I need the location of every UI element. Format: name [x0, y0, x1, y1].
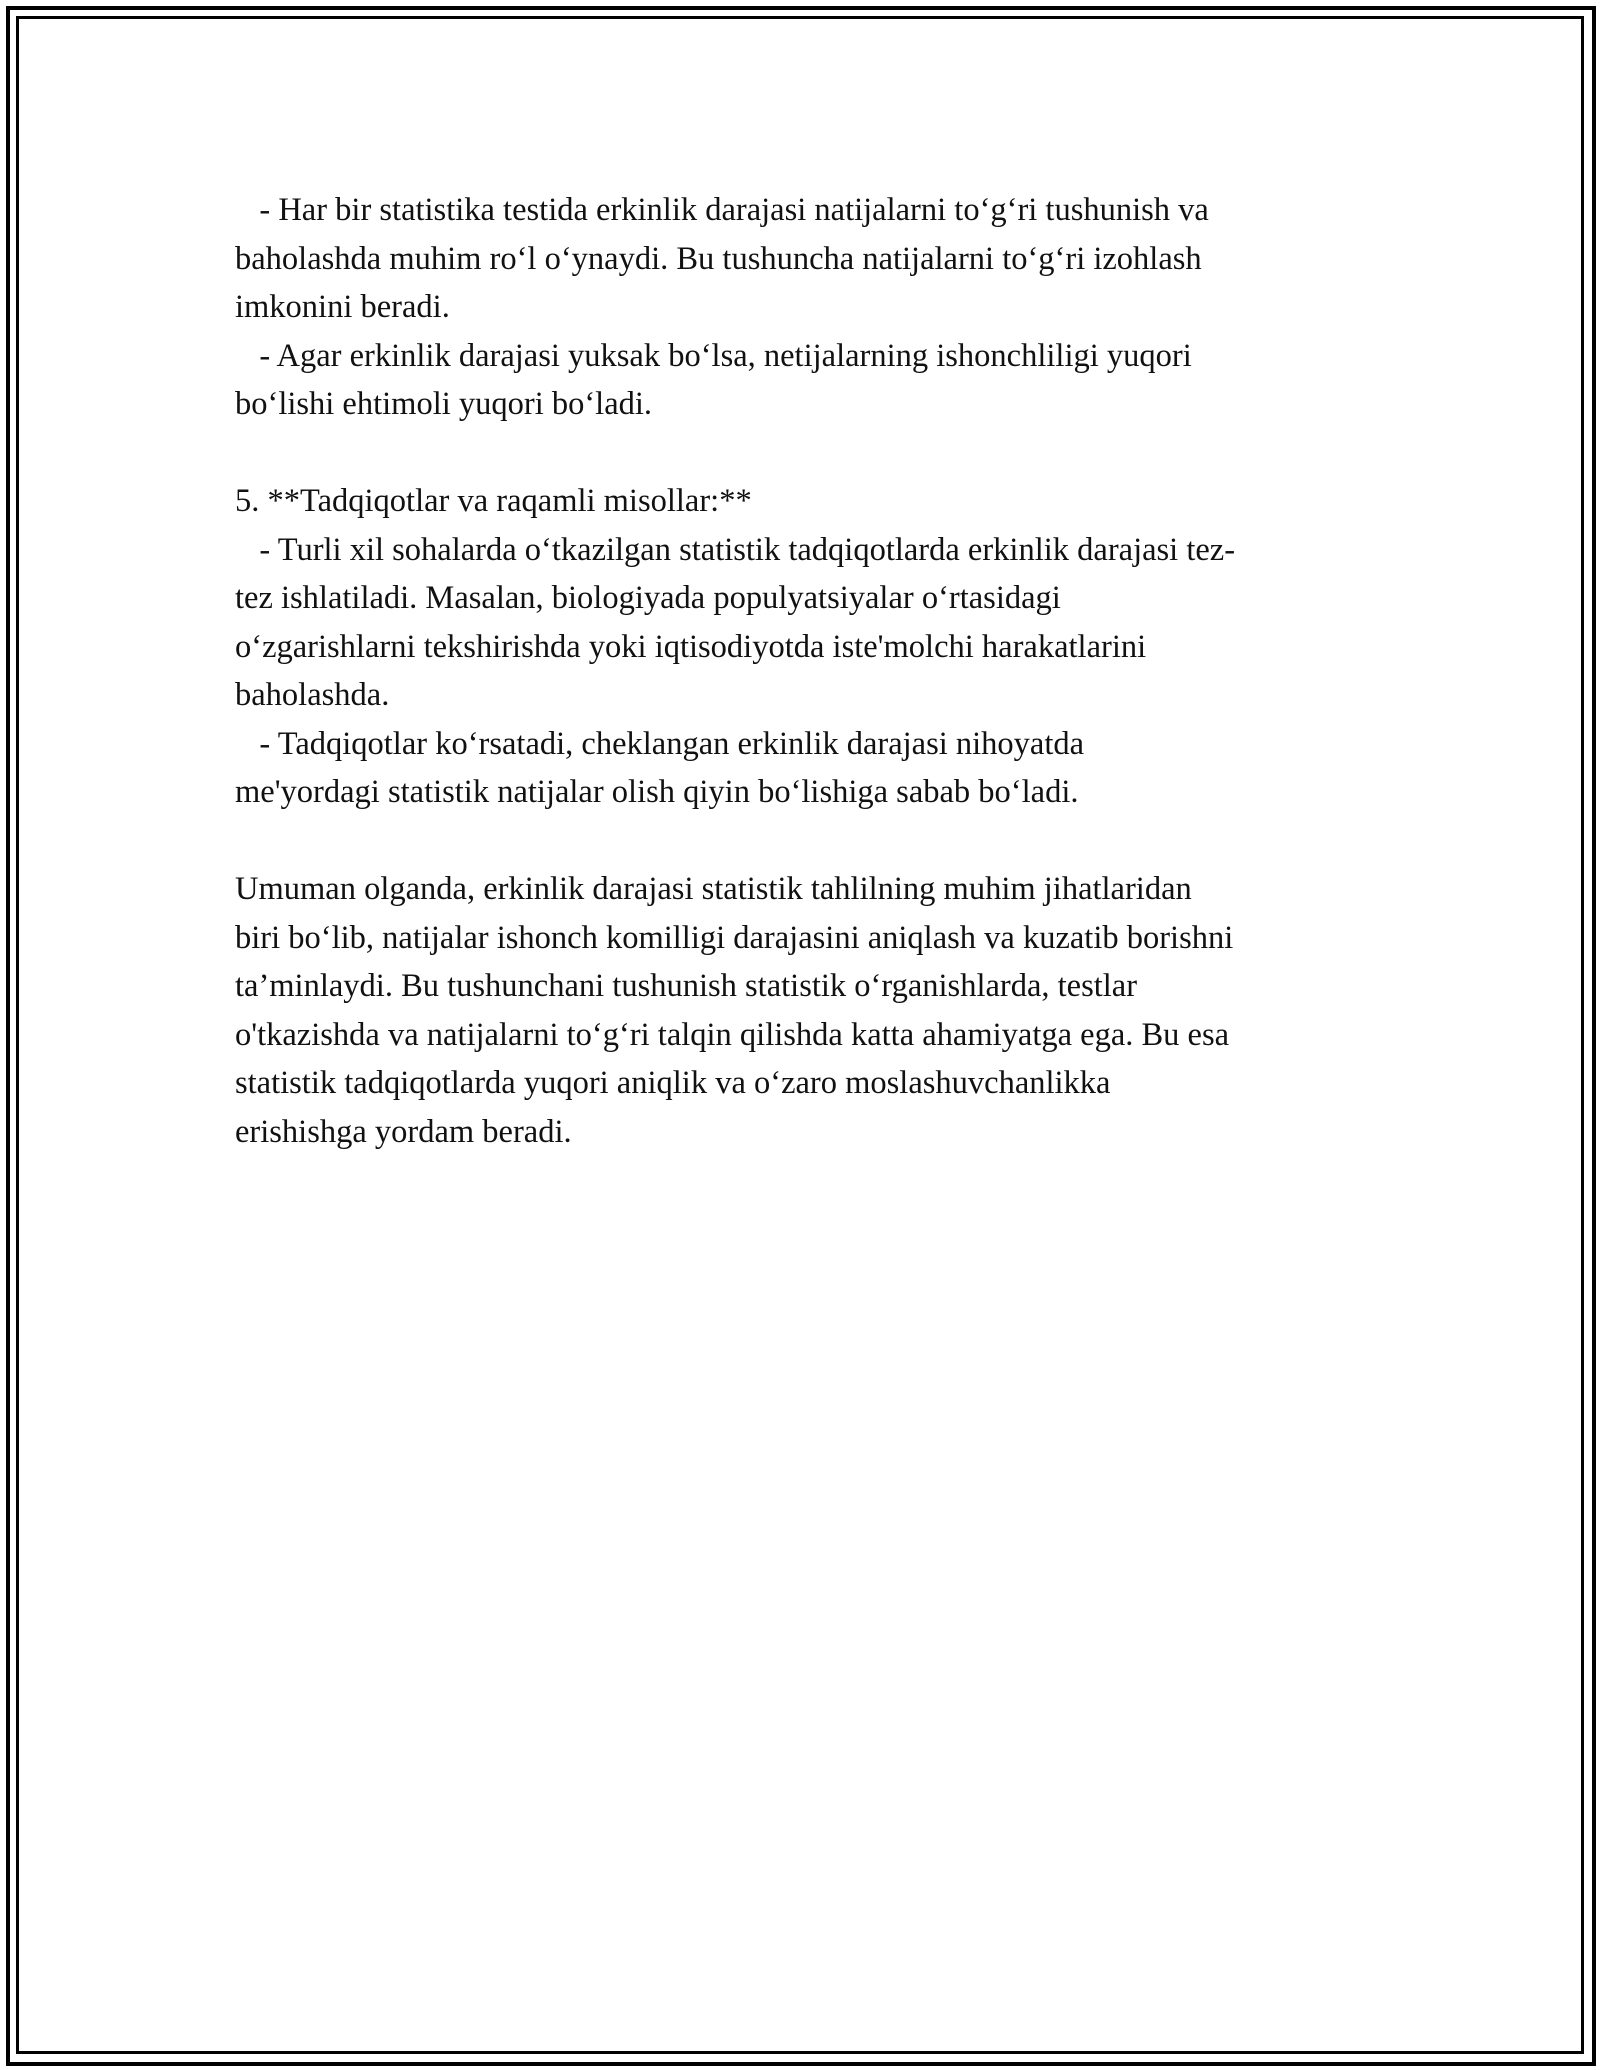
text-line: tez ishlatiladi. Masalan, biologiyada populyatsiyalar o‘rtasidagi: [235, 580, 1061, 616]
document-body: [235, 186, 1375, 1156]
blank-line: [235, 429, 1375, 478]
text-line: biri bo‘lib, natijalar ishonch komilligi darajasini aniqlash va kuzatib borishni: [235, 919, 1234, 956]
text-line: - Agar erkinlik darajasi yuksak bo‘lsa, netijalarning ishonchliligi yuqori: [235, 337, 1192, 374]
text-line: erishishga yordam beradi.: [235, 1113, 572, 1150]
text-line: me'yordagi statistik natijalar olish qiyin bo‘lishiga sabab bo‘ladi.: [235, 774, 1079, 810]
text-line: - Turli xil sohalarda o‘tkazilgan statistik tadqiqotlarda erkinlik darajasi tez-: [235, 531, 1236, 568]
text-line: Umuman olganda, erkinlik darajasi statistik tahlilning muhim jihatlaridan: [235, 871, 1192, 907]
text-line: - Har bir statistika testida erkinlik darajasi natijalarni to‘g‘ri tushunish va: [235, 192, 1209, 228]
text-line: baholashda muhim ro‘l o‘ynaydi. Bu tushuncha natijalarni to‘g‘ri izohlash: [235, 240, 1202, 277]
blank-line: [235, 817, 1375, 866]
text-line: bo‘lishi ehtimoli yuqori bo‘ladi.: [235, 386, 653, 422]
text-line: o‘zgarishlarni tekshirishda yoki iqtisodiyotda iste'molchi harakatlarini: [235, 628, 1147, 665]
text-line: ta’minlaydi. Bu tushunchani tushunish statistik o‘rganishlarda, testlar: [235, 968, 1138, 1004]
text-line: o'tkazishda va natijalarni to‘g‘ri talqin qilishda katta ahamiyatga ega. Bu esa: [235, 1016, 1230, 1053]
text-line: - Tadqiqotlar ko‘rsatadi, cheklangan erkinlik darajasi nihoyatda: [235, 725, 1085, 762]
text-line: statistik tadqiqotlarda yuqori aniqlik va o‘zaro moslashuvchanlikka: [235, 1065, 1111, 1101]
text-line: imkonini beradi.: [235, 289, 450, 325]
section-heading: 5. **Tadqiqotlar va raqamli misollar:**: [235, 483, 752, 519]
text-line: baholashda.: [235, 677, 390, 713]
